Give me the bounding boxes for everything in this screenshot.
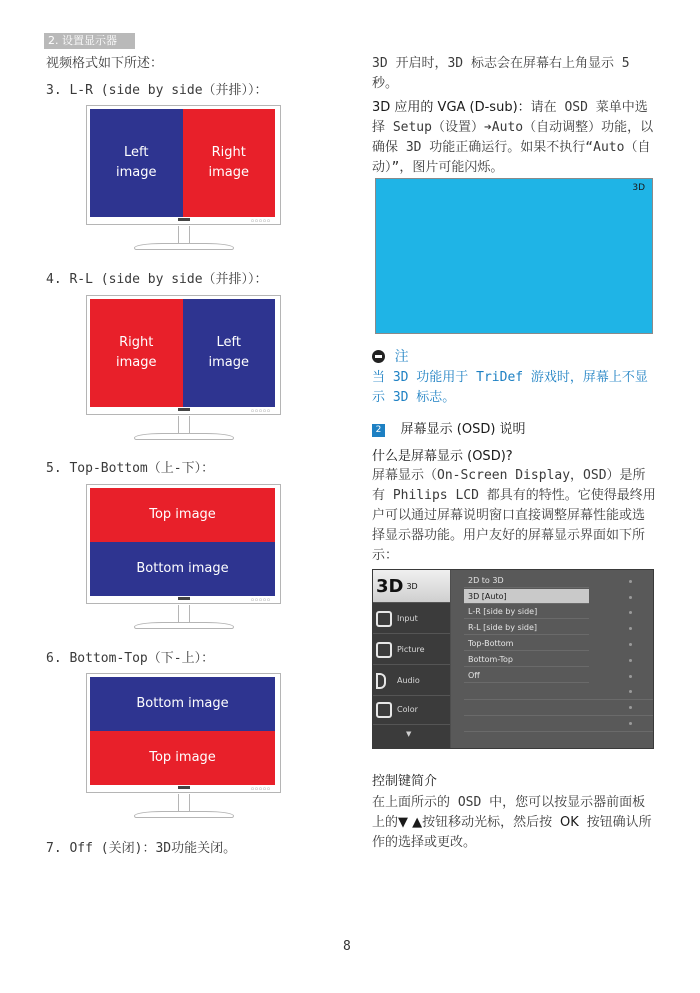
brand-logo bbox=[178, 597, 190, 600]
osd-option[interactable]: R-L [side by side] bbox=[464, 620, 589, 635]
vga-lead: 3D 应用的 VGA (D-sub)： bbox=[372, 100, 531, 115]
osd-option[interactable]: Bottom-Top bbox=[464, 652, 589, 667]
osd-option-selected[interactable]: 3D [Auto] bbox=[464, 589, 589, 604]
arrow-keys: ▼ ▲ bbox=[398, 815, 423, 830]
list-item-4: 4. R-L (side by side（并排））： bbox=[46, 272, 268, 287]
osd-item-color[interactable]: Color bbox=[373, 695, 450, 725]
monitor-right-half: Left image bbox=[183, 299, 276, 407]
input-icon bbox=[376, 611, 392, 627]
osd-right-panel bbox=[451, 570, 654, 749]
brand-logo bbox=[178, 786, 190, 789]
picture-icon bbox=[376, 642, 392, 658]
front-buttons-icon: ▫▫▫▫▫ bbox=[251, 597, 272, 603]
subheading-controls: 控制键简介 bbox=[372, 774, 438, 789]
brand-logo bbox=[178, 408, 190, 411]
monitor-top-bottom bbox=[86, 484, 281, 634]
list-item-5: 5. Top-Bottom（上-下）： bbox=[46, 461, 215, 476]
front-buttons-icon: ▫▫▫▫▫ bbox=[251, 408, 272, 414]
paragraph-controls: 在上面所示的 OSD 中，您可以按显示器前面板上的▼ ▲按钮移动光标，然后按 OK 按钮确认所作的选择或更改。 bbox=[372, 795, 652, 850]
ok-key: OK bbox=[560, 815, 579, 830]
speaker-icon bbox=[376, 673, 386, 689]
osd-item-audio[interactable]: Audio bbox=[373, 666, 450, 696]
front-buttons-icon: ▫▫▫▫▫ bbox=[251, 218, 272, 224]
screen-3d-preview bbox=[375, 178, 653, 334]
section-heading bbox=[372, 418, 657, 437]
list-item-7: 7. Off (关闭)：3D功能关闭。 bbox=[46, 841, 237, 856]
osd-menu bbox=[372, 569, 654, 749]
monitor-left-half: Left image bbox=[90, 109, 183, 217]
3d-icon: 3D bbox=[376, 575, 404, 597]
brand-logo bbox=[178, 218, 190, 221]
monitor-bottom-half: Bottom image bbox=[90, 542, 275, 596]
section-number: 2 bbox=[372, 424, 385, 437]
osd-option[interactable]: Off bbox=[464, 668, 589, 683]
monitor-lr bbox=[86, 105, 281, 255]
paragraph-3d-logo: 3D 开启时，3D 标志会在屏幕右上角显示 5 秒。 bbox=[372, 56, 630, 91]
subheading-what-is-osd: 什么是屏幕显示 (OSD)? bbox=[372, 449, 513, 464]
monitor-top-half: Bottom image bbox=[90, 677, 275, 731]
osd-option[interactable]: 2D to 3D bbox=[464, 573, 589, 588]
paragraph-osd: 屏幕显示（On-Screen Display，OSD）是所有 Philips LCD 都具有的特性。它使得最终用户可以通过屏幕说明窗口直接调整屏幕性能或选择显示器功能。用户友好的屏幕显示界面如下所示： bbox=[372, 468, 656, 563]
osd-option[interactable]: L-R [side by side] bbox=[464, 604, 589, 619]
page-number: 8 bbox=[343, 939, 351, 954]
vga-body: 请在 OSD 菜单中选择 Setup（设置）➔Auto（自动调整）功能，以确保 3D 功能正确运行。如果不执行“Auto（自动）”，图片可能闪烁。 bbox=[372, 100, 654, 175]
note-body: 当 3D 功能用于 TriDef 游戏时，屏幕上不显示 3D 标志。 bbox=[372, 370, 648, 405]
scroll-down-icon[interactable]: ▼ bbox=[406, 730, 412, 738]
osd-item-3d[interactable]: 3D 3D bbox=[373, 570, 450, 603]
intro-text: 视频格式如下所述： bbox=[46, 56, 164, 71]
monitor-bottom-half: Top image bbox=[90, 731, 275, 785]
front-buttons-icon: ▫▫▫▫▫ bbox=[251, 786, 272, 792]
paragraph-vga bbox=[372, 98, 657, 178]
monitor-top-half: Top image bbox=[90, 488, 275, 542]
osd-option[interactable]: Top-Bottom bbox=[464, 636, 589, 651]
monitor-left-half: Right image bbox=[90, 299, 183, 407]
section-title: 屏幕显示 (OSD) 说明 bbox=[400, 422, 526, 437]
section-tag: 2. 设置显示器 bbox=[44, 33, 135, 49]
monitor-right-half: Right image bbox=[183, 109, 276, 217]
list-item-6: 6. Bottom-Top（下-上）： bbox=[46, 651, 215, 666]
note-heading bbox=[372, 346, 657, 366]
monitor-bottom-top bbox=[86, 673, 281, 823]
osd-left-panel bbox=[373, 570, 450, 749]
3d-badge: 3D bbox=[632, 183, 645, 193]
list-item-3: 3. L-R (side by side（并排））： bbox=[46, 83, 268, 98]
osd-item-input[interactable]: Input bbox=[373, 604, 450, 634]
note-title: 注 bbox=[394, 349, 409, 365]
monitor-rl bbox=[86, 295, 281, 445]
note-icon bbox=[372, 350, 385, 363]
osd-item-picture[interactable]: Picture bbox=[373, 635, 450, 665]
color-icon bbox=[376, 702, 392, 718]
